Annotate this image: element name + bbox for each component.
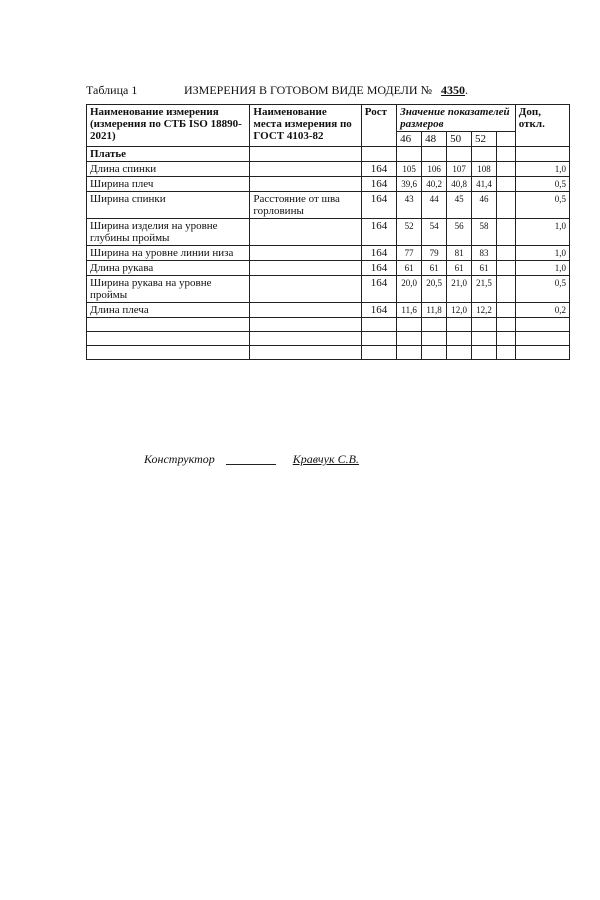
size-46: 46 <box>397 132 422 147</box>
header-height: Рост <box>361 105 396 147</box>
row-v52: 12,2 <box>472 303 497 318</box>
row-v50: 107 <box>447 162 472 177</box>
row-v48: 106 <box>422 162 447 177</box>
row-v48: 61 <box>422 261 447 276</box>
row-name: Ширина плеч <box>87 177 250 192</box>
size-48: 48 <box>422 132 447 147</box>
row-place <box>250 303 361 318</box>
size-52: 52 <box>472 132 497 147</box>
row-name: Ширина рукава на уровне проймы <box>87 276 250 303</box>
table-row <box>87 192 570 219</box>
row-name: Длина спинки <box>87 162 250 177</box>
row-height: 164 <box>361 162 396 177</box>
row-name: Ширина изделия на уровне глубины проймы <box>87 219 250 246</box>
row-height: 164 <box>361 246 396 261</box>
caption-dot: . <box>465 83 469 97</box>
row-v46: 20,0 <box>397 276 422 303</box>
size-empty <box>497 132 516 147</box>
header-name: Наименование измерения (измерения по СТБ ISO 18890-2021) <box>87 105 250 147</box>
model-number: 4350 <box>441 83 466 97</box>
row-tolerance: 0,5 <box>515 192 569 219</box>
row-v46: 52 <box>397 219 422 246</box>
row-v48: 20,5 <box>422 276 447 303</box>
row-tolerance: 0,5 <box>515 177 569 192</box>
row-name: Ширина на уровне линии низа <box>87 246 250 261</box>
empty-row <box>87 318 570 332</box>
row-v52: 61 <box>472 261 497 276</box>
table-row <box>87 303 570 318</box>
size-50: 50 <box>447 132 472 147</box>
measurements-table <box>86 104 570 360</box>
row-place <box>250 177 361 192</box>
section-row <box>87 147 570 162</box>
signature-role: Конструктор <box>144 452 215 466</box>
row-v50: 40,8 <box>447 177 472 192</box>
row-v52: 41,4 <box>472 177 497 192</box>
empty-row <box>87 332 570 346</box>
header-sizes: Значение показателей размеров <box>397 105 516 132</box>
table-row <box>87 246 570 261</box>
row-v46: 105 <box>397 162 422 177</box>
row-tolerance: 1,0 <box>515 261 569 276</box>
row-v46: 39,6 <box>397 177 422 192</box>
table-row <box>87 219 570 246</box>
row-v46: 77 <box>397 246 422 261</box>
signature-name: Кравчук С.В. <box>292 452 359 466</box>
row-place <box>250 162 361 177</box>
row-v52: 46 <box>472 192 497 219</box>
row-name: Длина плеча <box>87 303 250 318</box>
row-name: Длина рукава <box>87 261 250 276</box>
row-tolerance: 1,0 <box>515 162 569 177</box>
row-v50: 12,0 <box>447 303 472 318</box>
row-v50: 61 <box>447 261 472 276</box>
row-height: 164 <box>361 261 396 276</box>
row-v50: 21,0 <box>447 276 472 303</box>
signature-block <box>144 452 359 467</box>
table-title: ИЗМЕРЕНИЯ В ГОТОВОМ ВИДЕ МОДЕЛИ № <box>184 83 433 97</box>
row-v48: 11,8 <box>422 303 447 318</box>
row-v50: 56 <box>447 219 472 246</box>
table-row <box>87 177 570 192</box>
row-tolerance: 0,2 <box>515 303 569 318</box>
table-caption <box>86 83 576 97</box>
row-tolerance: 1,0 <box>515 246 569 261</box>
header-place: Наименование места измерения по ГОСТ 4103-82 <box>250 105 361 147</box>
table-row <box>87 261 570 276</box>
row-place <box>250 261 361 276</box>
row-tolerance: 1,0 <box>515 219 569 246</box>
row-height: 164 <box>361 276 396 303</box>
row-height: 164 <box>361 177 396 192</box>
header-row <box>87 105 570 132</box>
row-v46: 43 <box>397 192 422 219</box>
row-place: Расстояние от шва горловины <box>250 192 361 219</box>
table-row <box>87 162 570 177</box>
row-v48: 54 <box>422 219 447 246</box>
row-tolerance: 0,5 <box>515 276 569 303</box>
table-label: Таблица 1 <box>86 83 138 97</box>
row-v48: 79 <box>422 246 447 261</box>
row-place <box>250 276 361 303</box>
row-v50: 81 <box>447 246 472 261</box>
row-v46: 61 <box>397 261 422 276</box>
row-height: 164 <box>361 303 396 318</box>
row-height: 164 <box>361 192 396 219</box>
row-place <box>250 246 361 261</box>
empty-row <box>87 346 570 360</box>
signature-line <box>226 464 276 465</box>
row-height: 164 <box>361 219 396 246</box>
header-tolerance: Доп, откл. <box>515 105 569 147</box>
row-v46: 11,6 <box>397 303 422 318</box>
row-v50: 45 <box>447 192 472 219</box>
row-v48: 40,2 <box>422 177 447 192</box>
section-title: Платье <box>87 147 250 162</box>
row-v52: 21,5 <box>472 276 497 303</box>
row-name: Ширина спинки <box>87 192 250 219</box>
row-v52: 83 <box>472 246 497 261</box>
row-v52: 58 <box>472 219 497 246</box>
row-place <box>250 219 361 246</box>
row-v48: 44 <box>422 192 447 219</box>
row-v52: 108 <box>472 162 497 177</box>
table-row <box>87 276 570 303</box>
